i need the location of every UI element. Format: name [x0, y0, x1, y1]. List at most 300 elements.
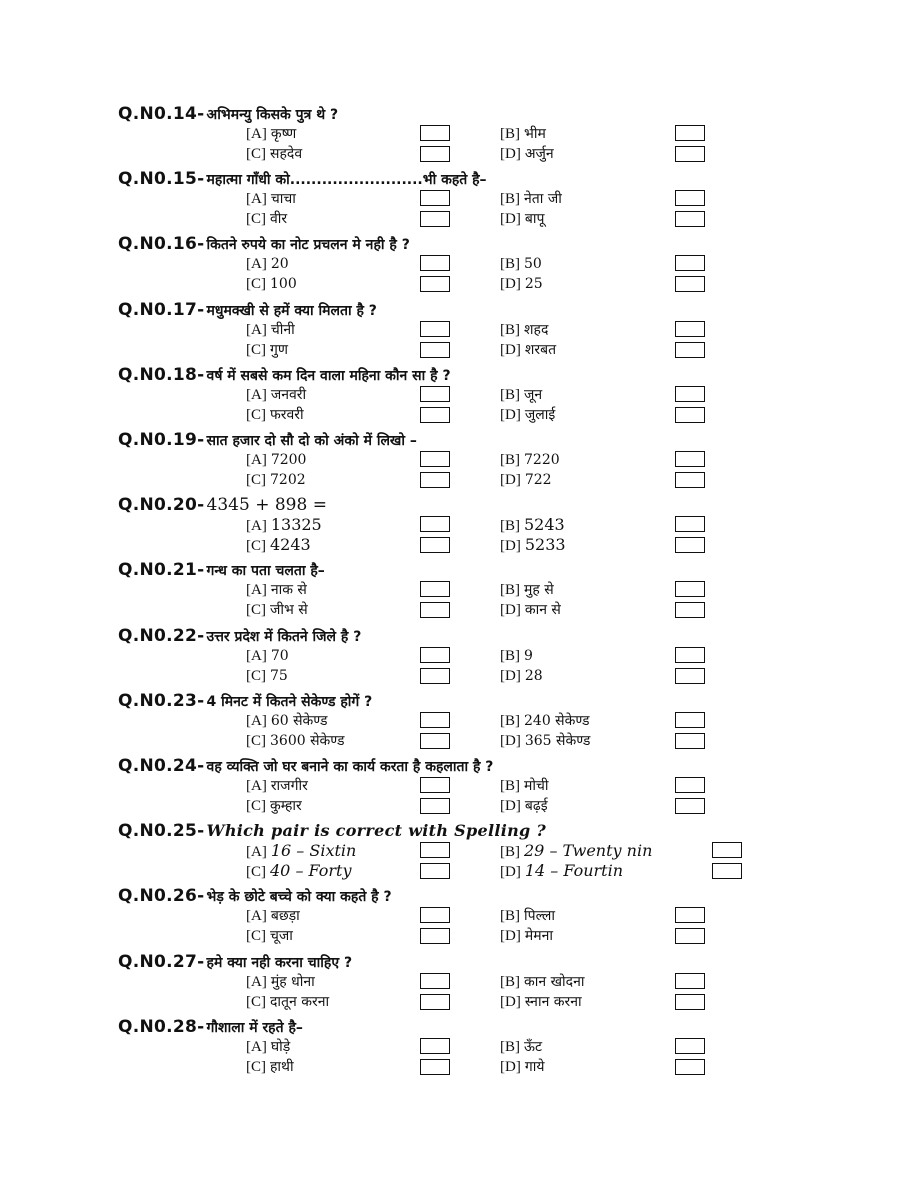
option-text: 365 सेकेण्ड: [524, 732, 591, 749]
option-d: [500, 666, 543, 686]
option-label: [A]: [246, 582, 267, 599]
question-block: [118, 103, 858, 168]
option-c: [246, 731, 344, 751]
option-text: 40 – Forty: [270, 861, 352, 881]
option-label: [D]: [500, 276, 521, 293]
option-label: [C]: [246, 864, 266, 881]
option-b: [500, 841, 652, 861]
option-label: [D]: [500, 993, 521, 1010]
option-text: जून: [524, 386, 543, 403]
option-c: [246, 144, 302, 164]
option-b: [500, 124, 546, 144]
option-label: [B]: [500, 647, 520, 664]
question-title: [118, 429, 417, 451]
option-b: [500, 906, 555, 926]
question-text: गन्ध का पता चलता है–: [206, 563, 325, 580]
option-c: [246, 861, 352, 881]
question-block: [118, 494, 858, 559]
option-c: [246, 274, 297, 294]
option-b: [500, 320, 548, 340]
option-d: [500, 926, 553, 946]
option-text: घोड़े: [270, 1038, 291, 1055]
answer-checkbox-b[interactable]: [675, 190, 705, 206]
option-text: 100: [270, 276, 297, 293]
option-text: 7202: [270, 472, 306, 488]
answer-checkbox-a[interactable]: [420, 777, 450, 793]
option-b: [500, 189, 562, 209]
option-b: [500, 1037, 542, 1057]
option-text: 20: [270, 256, 289, 273]
answer-checkbox-c[interactable]: [420, 668, 450, 684]
question-number: Q.N0.23-: [118, 690, 205, 711]
question-title: [118, 625, 361, 647]
option-text: चीनी: [270, 321, 295, 338]
option-label: [A]: [246, 321, 267, 338]
option-text: गाये: [524, 1058, 545, 1075]
question-number: Q.N0.25-: [118, 821, 205, 842]
option-label: [D]: [500, 1058, 521, 1075]
option-label: [B]: [500, 126, 520, 142]
option-label: [C]: [246, 798, 266, 814]
answer-checkbox-d[interactable]: [712, 863, 742, 879]
option-text: फरवरी: [270, 406, 304, 423]
question-block: [118, 299, 858, 364]
option-b: [500, 385, 542, 405]
option-text: 28: [524, 667, 543, 684]
option-label: [C]: [246, 928, 266, 945]
option-text: 75: [270, 667, 288, 684]
option-text: स्नान करना: [524, 993, 582, 1010]
option-text: 70: [270, 647, 289, 664]
question-title: [118, 233, 410, 255]
question-title: [118, 1016, 303, 1038]
question-block: [118, 168, 858, 233]
option-text: गुण: [270, 341, 289, 358]
question-title: [118, 364, 451, 386]
question-text: उत्तर प्रदेश में कितने जिले है ?: [206, 628, 362, 645]
answer-checkbox-a[interactable]: [420, 190, 450, 206]
option-text: जीभ से: [270, 602, 308, 619]
question-number: Q.N0.26-: [118, 886, 205, 907]
option-c: [246, 666, 288, 686]
option-label: [C]: [246, 406, 266, 423]
option-d: [500, 274, 543, 294]
option-text: 3600 सेकेण्ड: [270, 732, 345, 749]
option-a: [246, 972, 315, 992]
option-text: चाचा: [270, 191, 296, 208]
option-c: [246, 340, 288, 360]
answer-checkbox-c[interactable]: [420, 211, 450, 227]
question-title: [118, 168, 487, 190]
option-label: [A]: [246, 386, 267, 403]
option-a: [246, 189, 296, 209]
option-label: [A]: [246, 256, 267, 273]
option-a: [246, 515, 322, 535]
answer-checkbox-c[interactable]: [420, 1059, 450, 1075]
answer-checkbox-d[interactable]: [675, 211, 705, 227]
option-label: [D]: [500, 928, 521, 945]
option-text: 240 सेकेण्ड: [524, 712, 590, 729]
answer-checkbox-b[interactable]: [675, 321, 705, 337]
answer-checkbox-a[interactable]: [420, 125, 450, 141]
answer-checkbox-d[interactable]: [675, 994, 705, 1010]
answer-checkbox-a[interactable]: [420, 1038, 450, 1054]
question-text: कितने रुपये का नोट प्रचलन मे नही है ?: [206, 237, 410, 254]
option-label: [B]: [500, 1038, 520, 1055]
option-b: [500, 254, 542, 274]
option-c: [246, 405, 304, 425]
option-text: मेमना: [524, 928, 553, 945]
answer-checkbox-c[interactable]: [420, 276, 450, 292]
answer-checkbox-b[interactable]: [675, 647, 705, 663]
question-block: [118, 364, 858, 429]
answer-checkbox-a[interactable]: [420, 386, 450, 402]
option-label: [B]: [500, 256, 520, 273]
option-label: [A]: [246, 518, 267, 535]
answer-checkbox-c[interactable]: [420, 863, 450, 879]
option-text: बछड़ा: [270, 908, 300, 925]
option-label: [A]: [246, 973, 267, 990]
option-text: 13325: [270, 515, 322, 535]
option-text: शरबत: [524, 341, 557, 358]
option-b: [500, 580, 554, 600]
option-label: [C]: [246, 341, 266, 358]
option-label: [A]: [246, 647, 267, 664]
option-label: [D]: [500, 146, 521, 162]
option-label: [A]: [246, 1038, 267, 1055]
question-text: वह व्यक्ति जो घर बनाने का कार्य करता है कहलाता है ?: [206, 759, 494, 775]
question-text: महात्मा गाँधी को.........................भी कहते है–: [206, 172, 487, 189]
question-title: [118, 494, 327, 516]
option-text: भीम: [524, 126, 546, 142]
option-text: 16 – Sixtin: [270, 841, 357, 861]
option-d: [500, 470, 552, 490]
option-label: [A]: [246, 712, 267, 729]
option-label: [C]: [246, 993, 266, 1010]
option-text: जुलाई: [524, 406, 556, 423]
answer-checkbox-b[interactable]: [675, 907, 705, 923]
question-number: Q.N0.18-: [118, 364, 205, 385]
option-label: [D]: [500, 472, 521, 488]
option-text: नेता जी: [524, 191, 562, 208]
option-label: [B]: [500, 712, 520, 729]
option-label: [D]: [500, 211, 521, 228]
option-d: [500, 535, 566, 555]
answer-checkbox-a[interactable]: [420, 647, 450, 663]
answer-checkbox-c[interactable]: [420, 994, 450, 1010]
answer-checkbox-a[interactable]: [420, 842, 450, 858]
option-label: [A]: [246, 844, 267, 861]
answer-checkbox-a[interactable]: [420, 255, 450, 271]
question-title: [118, 559, 325, 581]
answer-checkbox-a[interactable]: [420, 451, 450, 467]
option-label: [A]: [246, 452, 267, 468]
option-text: मोची: [524, 778, 549, 794]
option-a: [246, 1037, 290, 1057]
option-text: मुंह धोना: [270, 973, 315, 990]
question-title: [118, 103, 338, 125]
option-c: [246, 1057, 294, 1077]
option-c: [246, 470, 306, 490]
question-title: [118, 690, 372, 712]
option-c: [246, 209, 287, 229]
answer-checkbox-c[interactable]: [420, 472, 450, 488]
answer-checkbox-b[interactable]: [675, 777, 705, 793]
option-text: दातून करना: [270, 993, 330, 1010]
option-a: [246, 124, 296, 144]
option-text: शहद: [524, 321, 549, 338]
option-text: कान खोदना: [524, 973, 585, 990]
option-text: 4243: [270, 535, 311, 555]
question-block: [118, 233, 858, 298]
question-title: [118, 299, 377, 321]
option-label: [D]: [500, 732, 521, 749]
option-a: [246, 580, 307, 600]
option-text: वीर: [270, 211, 288, 228]
answer-checkbox-d[interactable]: [675, 733, 705, 749]
answer-checkbox-a[interactable]: [420, 581, 450, 597]
question-block: [118, 820, 858, 885]
answer-checkbox-d[interactable]: [675, 928, 705, 944]
option-text: 14 – Fourtin: [524, 861, 624, 881]
question-number: Q.N0.20-: [118, 495, 205, 516]
question-block: [118, 755, 858, 820]
question-number: Q.N0.24-: [118, 756, 205, 776]
question-block: [118, 559, 858, 624]
answer-checkbox-a[interactable]: [420, 973, 450, 989]
option-a: [246, 450, 306, 470]
question-title: [118, 820, 546, 842]
option-label: [A]: [246, 126, 267, 142]
option-label: [B]: [500, 518, 520, 535]
question-text: गौशाला में रहते है–: [206, 1019, 303, 1036]
option-text: सहदेव: [270, 146, 303, 162]
question-text: सात हजार दो सौ दो को अंको में लिखो –: [206, 433, 417, 449]
option-label: [B]: [500, 452, 520, 468]
question-number: Q.N0.15-: [118, 169, 205, 190]
option-text: कुम्हार: [270, 798, 302, 814]
option-label: [D]: [500, 864, 521, 881]
answer-checkbox-b[interactable]: [712, 842, 742, 858]
option-d: [500, 340, 556, 360]
answer-checkbox-c[interactable]: [420, 928, 450, 944]
option-text: 5243: [524, 515, 565, 535]
option-c: [246, 992, 329, 1012]
answer-checkbox-b[interactable]: [675, 386, 705, 402]
option-d: [500, 796, 548, 816]
question-text: 4 मिनट में कितने सेकेण्ड होगें ?: [206, 693, 373, 710]
answer-checkbox-a[interactable]: [420, 516, 450, 532]
answer-checkbox-c[interactable]: [420, 798, 450, 814]
option-text: 9: [524, 647, 533, 664]
option-label: [C]: [246, 146, 266, 162]
option-text: ऊँट: [524, 1038, 543, 1055]
option-d: [500, 144, 554, 164]
option-text: मुह से: [524, 582, 554, 599]
option-b: [500, 776, 549, 796]
option-text: राजगीर: [270, 778, 308, 794]
option-label: [C]: [246, 276, 266, 293]
option-b: [500, 646, 533, 666]
option-label: [A]: [246, 908, 267, 925]
answer-checkbox-d[interactable]: [675, 798, 705, 814]
question-title: [118, 951, 352, 973]
option-text: 722: [524, 472, 552, 488]
option-d: [500, 731, 590, 751]
option-label: [D]: [500, 538, 521, 555]
option-label: [C]: [246, 602, 266, 619]
question-number: Q.N0.17-: [118, 299, 205, 320]
answer-checkbox-b[interactable]: [675, 581, 705, 597]
option-text: हाथी: [270, 1058, 294, 1075]
option-label: [D]: [500, 798, 521, 814]
answer-checkbox-a[interactable]: [420, 712, 450, 728]
question-number: Q.N0.19-: [118, 430, 205, 450]
answer-checkbox-c[interactable]: [420, 733, 450, 749]
option-c: [246, 535, 311, 555]
option-label: [C]: [246, 667, 266, 684]
answer-checkbox-d[interactable]: [675, 1059, 705, 1075]
option-text: 50: [524, 256, 542, 273]
option-label: [B]: [500, 321, 520, 338]
question-text: मधुमक्खी से हमें क्या मिलता है ?: [206, 302, 377, 319]
option-b: [500, 711, 590, 731]
question-number: Q.N0.28-: [118, 1016, 205, 1037]
option-text: 29 – Twenty nin: [524, 841, 653, 861]
option-d: [500, 992, 582, 1012]
answer-checkbox-c[interactable]: [420, 602, 450, 618]
option-label: [B]: [500, 191, 520, 208]
option-label: [B]: [500, 908, 520, 925]
option-text: कृष्ण: [270, 126, 297, 142]
option-b: [500, 972, 585, 992]
option-d: [500, 209, 544, 229]
question-text: वर्ष में सबसे कम दिन वाला महिना कौन सा है ?: [206, 367, 451, 384]
option-label: [B]: [500, 778, 520, 794]
answer-checkbox-c[interactable]: [420, 407, 450, 423]
answer-checkbox-d[interactable]: [675, 537, 705, 553]
answer-checkbox-b[interactable]: [675, 125, 705, 141]
option-label: [B]: [500, 973, 520, 990]
option-c: [246, 926, 293, 946]
question-number: Q.N0.16-: [118, 234, 205, 255]
answer-checkbox-b[interactable]: [675, 516, 705, 532]
option-a: [246, 646, 289, 666]
option-text: 25: [524, 276, 543, 293]
answer-checkbox-a[interactable]: [420, 321, 450, 337]
option-c: [246, 796, 302, 816]
option-d: [500, 405, 555, 425]
option-label: [A]: [246, 191, 267, 208]
option-d: [500, 1057, 544, 1077]
option-label: [C]: [246, 732, 266, 749]
answer-checkbox-c[interactable]: [420, 342, 450, 358]
question-text: 4345 + 898 =: [206, 495, 327, 516]
option-label: [C]: [246, 211, 266, 228]
option-text: 5233: [524, 535, 566, 555]
question-block: [118, 625, 858, 690]
option-label: [D]: [500, 341, 521, 358]
option-text: नाक से: [270, 582, 307, 599]
answer-checkbox-d[interactable]: [675, 602, 705, 618]
option-text: 60 सेकेण्ड: [270, 712, 328, 729]
option-label: [C]: [246, 1058, 266, 1075]
option-text: जनवरी: [270, 386, 307, 403]
option-text: बढ़ई: [524, 798, 548, 814]
answer-checkbox-d[interactable]: [675, 668, 705, 684]
question-number: Q.N0.27-: [118, 951, 205, 972]
option-b: [500, 515, 565, 535]
option-text: कान से: [524, 602, 561, 619]
option-a: [246, 320, 295, 340]
answer-checkbox-d[interactable]: [675, 472, 705, 488]
option-text: पिल्ला: [524, 908, 556, 925]
question-block: [118, 951, 858, 1016]
option-text: अर्जुन: [524, 146, 554, 162]
question-text: हमे क्या नही करना चाहिए ?: [206, 954, 353, 971]
question-number: Q.N0.22-: [118, 625, 205, 646]
option-label: [A]: [246, 778, 267, 794]
option-label: [D]: [500, 406, 521, 423]
question-number: Q.N0.14-: [118, 104, 205, 124]
option-a: [246, 906, 300, 926]
question-block: [118, 690, 858, 755]
question-text: अभिमन्यु किसके पुत्र थे ?: [206, 107, 339, 123]
option-d: [500, 861, 623, 881]
option-a: [246, 776, 308, 796]
option-label: [D]: [500, 667, 521, 684]
option-d: [500, 600, 561, 620]
question-block: [118, 1016, 858, 1081]
answer-checkbox-d[interactable]: [675, 342, 705, 358]
option-label: [B]: [500, 582, 520, 599]
option-a: [246, 254, 289, 274]
option-text: बापू: [524, 211, 545, 228]
answer-checkbox-b[interactable]: [675, 451, 705, 467]
answer-checkbox-d[interactable]: [675, 276, 705, 292]
option-label: [B]: [500, 386, 520, 403]
question-block: [118, 885, 858, 950]
option-a: [246, 711, 327, 731]
option-label: [B]: [500, 844, 520, 861]
question-text: भेड़ के छोटे बच्चे को क्या कहते है ?: [206, 889, 392, 906]
answer-checkbox-d[interactable]: [675, 146, 705, 162]
option-b: [500, 450, 560, 470]
question-block: [118, 429, 858, 494]
answer-checkbox-b[interactable]: [675, 255, 705, 271]
option-text: चूजा: [270, 928, 293, 945]
answer-checkbox-c[interactable]: [420, 146, 450, 162]
option-label: [C]: [246, 472, 266, 488]
question-number: Q.N0.21-: [118, 560, 205, 581]
question-text: Which pair is correct with Spelling ?: [206, 821, 547, 841]
option-a: [246, 841, 356, 861]
option-a: [246, 385, 306, 405]
answer-checkbox-a[interactable]: [420, 907, 450, 923]
option-label: [C]: [246, 538, 266, 555]
option-label: [D]: [500, 602, 521, 619]
answer-checkbox-b[interactable]: [675, 712, 705, 728]
answer-checkbox-d[interactable]: [675, 407, 705, 423]
option-c: [246, 600, 308, 620]
question-title: [118, 755, 493, 777]
answer-checkbox-b[interactable]: [675, 1038, 705, 1054]
question-title: [118, 885, 392, 907]
option-text: 7220: [524, 452, 560, 468]
option-text: 7200: [270, 452, 307, 468]
answer-checkbox-c[interactable]: [420, 537, 450, 553]
answer-checkbox-b[interactable]: [675, 973, 705, 989]
